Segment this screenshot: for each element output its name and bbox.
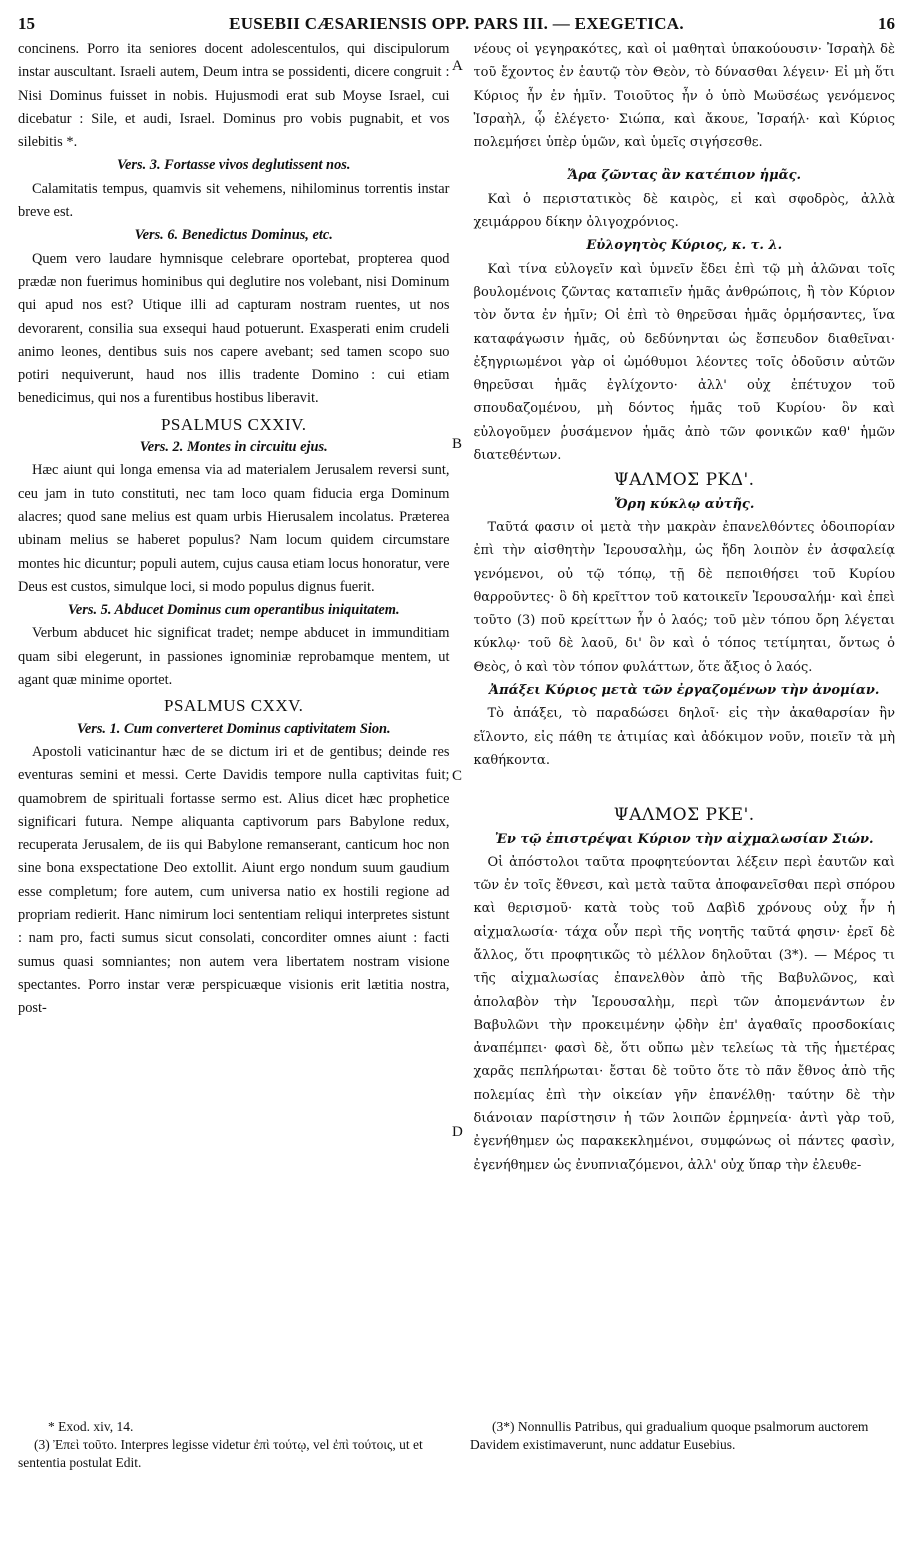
footnote-3-star: (3*) Nonnullis Patribus, qui gradualium quoque psalmorum auctorem Davidem existimaverunt, nunc addatur Eusebius. [470, 1419, 869, 1452]
page-header [18, 14, 895, 38]
margin-marker-a: A [452, 58, 463, 74]
latin-paragraph: Hæc aiunt qui longa emensa via ad materialem Jerusalem reversi sunt, ceu jam in tuto constituti, nec tam loco quam fiducia erga Dominum alacres; quod sane melius est quam urbis Hierusalem incolatus. Præterea ubinam melius se haberet populus? Nam locum quidem circumstare montes hic dicuntur; populi autem, cujus causa etiam locus honoratur, vere Deus est custos, simulque loci, si modo populus dignus fuerit. [18, 462, 450, 595]
latin-paragraph: concinens. Porro ita seniores docent adolescentulos, qui discipulorum instar auscultant. Israeli autem, Deum intra se possidenti, dicere congruit : Nisi Dominus fuisset in nobis. Hujusmodi erat sub Moyse Israel, cui dicebatur : Sile, et audi, Israel. Dominus pro vobis pugnabit, et vos silebitis *. [18, 41, 450, 151]
margin-marker-b: B [452, 436, 463, 452]
latin-psalm-heading: PSALMUS CXXV. [164, 696, 304, 716]
latin-paragraph: Apostoli vaticinantur hæc de se dictum iri et de gentibus; deinde res eventuras semini et messi. Certe Davidis tempore nulla captivitas fuit; quamobrem de spirituali fortasse sermo est. Alius dicet hæc prophetice significari futura. Nempe aliquanta captivorum pars Babylone redux, recuperata Jerusalem, de iis qui Babylone remanserant, canticum hoc non sine bona exspectatione Deo extollit. Aiunt ergo nondum suum gaudium esse completum; fore autem, cum universa natio ex hostili regione ad propriam redierit. Hanc nimirum loci sententiam reliqui interpretes sistunt : nam pro, facti sumus sicut consolati, concorditer omnes aiunt : facti sumus quasi somniantes; non autem vera libertatem nostram visione spectantes. Porro instar veræ perspicuæque visionis erit lætitia nostra, post- [18, 743, 450, 1017]
greek-verse-heading: Ἐν τῷ ἐπιστρέψαι Κύριον τὴν αἰχμαλωσίαν Σιών. [494, 831, 874, 847]
greek-verse-heading: Εὐλογητὸς Κύριος, κ. τ. λ. [586, 238, 783, 254]
greek-paragraph: νέους οἱ γεγηρακότες, καὶ οἱ μαθηταὶ ὑπακούουσιν· Ἰσραὴλ δὲ τοῦ ἔχοντος ἐν ἑαυτῷ τὸν Θεὸν, τὸ δύνασθαι λέγειν· Εἰ μὴ ὅτι Κύριος ἦν ἐν ἡμῖν. Τοιοῦτος ἦν ὁ ὑπὸ Μωϋσέως γενόμενος Ἰσραὴλ, ᾧ ἐλέγετο· Σιώπα, καὶ ἄκουε, Ἰσραήλ· καὶ Κύριος πολεμήσει ὑπὲρ ὑμῶν, καὶ ὑμεῖς σιγήσεσθε. [473, 42, 895, 151]
latin-verse-heading: Vers. 6. Benedictus Dominus, etc. [134, 227, 333, 244]
running-title: EUSEBII CÆSARIENSIS OPP. PARS III. — EXEGETICA. [229, 14, 684, 33]
latin-paragraph: Verbum abducet hic significat tradet; nempe abducet in immunditiam quam sibi elegerunt, in passiones ignominiæ reprobamque mentem, ut agant quæ minime oportet. [18, 625, 450, 689]
greek-paragraph: Καὶ τίνα εὐλογεῖν καὶ ὑμνεῖν ἔδει ἐπὶ τῷ μὴ ἁλῶναι τοῖς βουλομένοις ζῶντας καταπιεῖν ἡμᾶς ἀνθρώποις, ἢ τὸν Κύριον τὸν ὄντα ἐν ἡμῖν; Οἱ ἐπὶ τὸ θηρεῦσαι ἡμᾶς ὁρμήσαντες, ἵνα καταφάγωσιν ἡμᾶς, οὐ δεδύνηνται ὡς ἔσπευδον διαθεῖναι· ἐξηγριωμένοι γὰρ οἱ ὠμόθυμοι λέοντες τοῖς ὀδοῦσιν αὐτῶν θηρεῦσαι ἡμᾶς ἐγλίχοντο· ἀλλ' οὐχ ἐπέτυχον τοῦ σπουδαζομένου, μὴ δόντος ἡμᾶς τοῦ Κυρίου· ὃν καὶ εὐλογοῦμεν ῥυσάμενον ἡμᾶς ἀπὸ τῶν φονικῶν καθ' ἡμῶν διατεθέντων. [473, 261, 895, 464]
latin-footnotes [18, 1418, 448, 1472]
spacer [473, 772, 895, 802]
greek-paragraph: Καὶ ὁ περιστατικὸς δὲ καιρὸς, εἰ καὶ σφοδρὸς, ἀλλὰ χειμάρρου δίκην ὀλιγοχρόνιος. [473, 191, 895, 231]
page-number-left: 15 [18, 14, 35, 33]
greek-verse-heading: Ἀπάξει Κύριος μετὰ τῶν ἐργαζομένων τὴν ἀνομίαν. [489, 683, 880, 699]
latin-verse-heading: Vers. 1. Cum converteret Dominus captivitatem Sion. [76, 720, 391, 737]
greek-paragraph: Τὸ ἀπάξει, τὸ παραδώσει δηλοῖ· εἰς τὴν ἀκαθαρσίαν ἣν εἵλοντο, εἰς πάθη τε ἀτιμίας καὶ ἀδόκιμον νοῦν, ποιεῖν τὰ μὴ καθήκοντα. [473, 706, 895, 768]
latin-verse-heading: Vers. 5. Abducet Dominus cum operantibus iniquitatem. [67, 602, 400, 619]
greek-footnotes [470, 1418, 890, 1454]
greek-paragraph: Ταῦτά φασιν οἱ μετὰ τὴν μακρὰν ἐπανελθόντες ὁδοιπορίαν ἐπὶ τὴν αἰσθητὴν Ἱερουσαλὴμ, ὡς ἤδη λοιπὸν ἐν ἀσφαλείᾳ γενόμενοι, οὐ τῷ τόπῳ, τῇ δὲ πεποιθήσει τοῦ Κυρίου θαρροῦντες· ὃ δὴ κρεῖττον τοῦ κατοικεῖν Ἱερουσαλήμ· καὶ ἐπεὶ τοῦτο (3) ποῦ κρείττων ἦν ὁ λαός; τοῦ μὲν τόπου ὄρη λέγεται κύκλῳ· τοῦ δὲ λαοῦ, δι' ὃν καὶ ὁ τόπος τετίμηται, ὄντως ὁ Θεὸς, ὁ καὶ τὸν τόπον φυλάττων, ὅτε ἄξιος ὁ λαός. [473, 519, 895, 675]
latin-paragraph: Quem vero laudare hymnisque celebrare oportebat, propterea quod prædæ non fuerimus hominibus qui deglutire nos volebant, nisi Dominum qui apud nos est? Utique illi ad capturam nostram ruentes, ut nos devorarent, consilia sua exsequi haud potuerunt. Exasperati enim crudeli animo leones, dentibus suis nos capere avebant; sed tamen scopo suo potiri nequiverunt, haud nos illis tradente Domino : cui etiam benedicimus, qui nos a furentibus hostibus liberavit. [18, 250, 450, 407]
greek-psalm-heading: ΨΑΛΜΟΣ ΡΚΔ'. [613, 470, 755, 491]
greek-verse-heading: Ὄρη κύκλῳ αὐτῆς. [614, 496, 755, 512]
footnote-exod: * Exod. xiv, 14. [48, 1419, 134, 1434]
latin-psalm-heading: PSALMUS CXXIV. [160, 414, 307, 434]
latin-verse-heading: Vers. 2. Montes in circuitu ejus. [139, 439, 328, 456]
greek-psalm-heading: ΨΑΛΜΟΣ ΡΚΕ'. [613, 805, 755, 826]
latin-column [18, 38, 461, 1177]
footnote-3: (3) Ἐπεὶ τοῦτο. Interpres legisse videtur ἐπὶ τούτῳ, vel ἐπὶ τούτοις, ut et sententia postulat Edit. [18, 1437, 423, 1470]
greek-column [461, 38, 895, 1177]
page-number-right: 16 [878, 14, 895, 33]
margin-marker-c: C [452, 768, 463, 784]
text-columns [18, 38, 895, 1177]
latin-paragraph: Calamitatis tempus, quamvis sit vehemens, nihilominus torrentis instar breve est. [18, 180, 450, 221]
margin-marker-d: D [452, 1124, 463, 1140]
latin-verse-heading: Vers. 3. Fortasse vivos deglutissent nos. [116, 157, 351, 174]
greek-paragraph: Οἱ ἀπόστολοι ταῦτα προφητεύονται λέξειν περὶ ἑαυτῶν καὶ τῶν ἐν τοῖς ἔθνεσι, καὶ μετὰ ταῦτα ἀποφανεῖσθαι περὶ σπόρου καὶ θερισμοῦ· κατὰ τοὺς τοῦ Δαβὶδ χρόνους οὐχ ἦν ἡ αἰχμαλωσία· τάχα οὖν περὶ τῆς νοητῆς ταῦτά φησιν· ἐρεῖ δὲ ἄλλος, ὅτι προφητικῶς τὸ μέλλον δηλοῦται (3*). — Μέρος τι τῆς αἰχμαλωσίας ἐπανελθὸν ἀπὸ τῆς Βαβυλῶνος, καὶ ἀπολαβὸν τὴν Ἱερουσαλὴμ, περὶ τῶν ἀπομενάντων ἐν Βαβυλῶνι τὴν προκειμένην ᾠδὴν ἐπ' ἀγαθαῖς προσδοκίαις ἀναπέμπει· φασὶ δὲ, ὅτι οὔπω μὲν τελείως τὰ τῆς ἡμετέρας χαρᾶς πεπλήρωται· ἔσται δὲ τοῦτο ὅτε τὸ πᾶν ἔθνος ἀπὸ τῆς πολεμίας ἐπὶ τὴν οἰκείαν γῆν ἐπανέλθῃ· ταύτην δὲ τὴν διάνοιαν παρίστησιν ἡ τῶν λοιπῶν ἑρμηνεία· ἀντὶ γὰρ τοῦ, ἐγενήθημεν ὡς παρακεκλημένοι, συμφώνως οἱ πάντες φασὶν, ἐγενήθημεν ὡς ἐνυπνιαζόμενοι, ἀλλ' οὐχ ὕπαρ τὴν ἐλευθε- [473, 854, 895, 1173]
greek-verse-heading: Ἄρα ζῶντας ἂν κατέπιον ἡμᾶς. [567, 168, 802, 184]
spacer [473, 154, 895, 164]
